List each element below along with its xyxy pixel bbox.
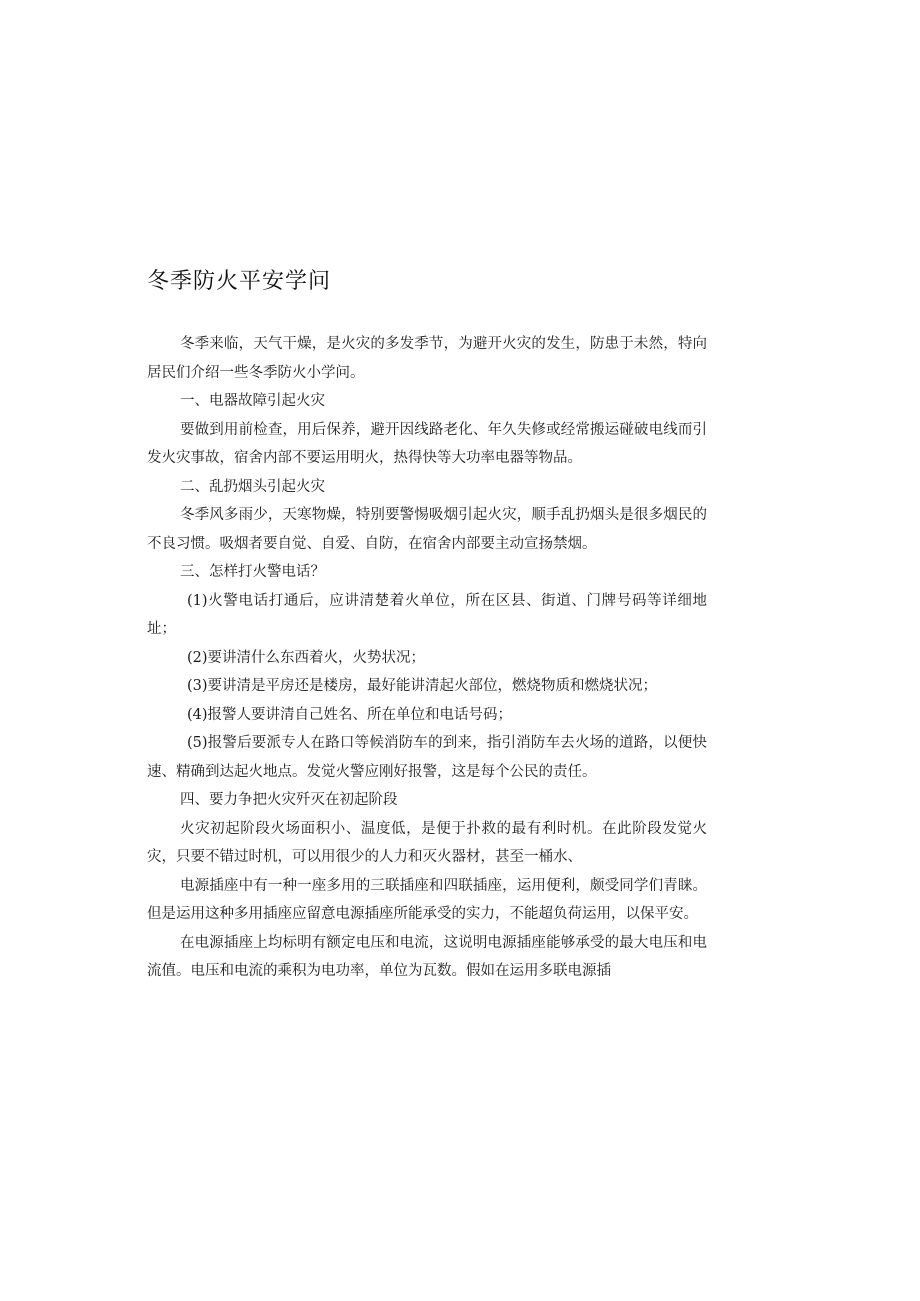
fire-call-step-5: (5)报警后要派专人在路口等候消防车的到来，指引消防车去火场的道路，以便快速、精确到达起火地点。发觉火警应刚好报警，这是每个公民的责任。	[147, 735, 707, 780]
section-heading-cigarette-butts: 二、乱扔烟头引起火灾	[180, 478, 325, 495]
section-heading-fire-call: 三、怎样打火警电话？	[180, 564, 325, 580]
fire-call-step-2: (2)要讲清什么东西着火，火势状况；	[187, 649, 426, 666]
intro-paragraph: 冬季来临，天气干燥，是火灾的多发季节，为避开火灾的发生，防患于未然，特向居民们介绍一些冬季防火小学问。	[147, 336, 707, 381]
section-heading-early-stage: 四、要力争把火灾歼灭在初起阶段	[180, 792, 398, 808]
document-title: 冬季防火平安学问	[147, 269, 332, 294]
paragraph-early-stage: 火灾初起阶段火场面积小、温度低，是便于扑救的最有利时机。在此阶段发觉火灾，只要不错过时机，可以用很少的人力和灭火器材，甚至一桶水、	[147, 820, 707, 865]
fire-call-step-3: (3)要讲清是平房还是楼房，最好能讲清起火部位，燃烧物质和燃烧状况；	[187, 678, 658, 694]
fire-call-step-1: (1)火警电话打通后，应讲清楚着火单位，所在区县、街道、门牌号码等详细地址；	[147, 592, 707, 637]
section-heading-electrical-fault: 一、电器故障引起火灾	[180, 393, 325, 409]
document-body	[147, 330, 707, 986]
paragraph-power-strips: 电源插座中有一种一座多用的三联插座和四联插座，运用便利，颇受同学们青睐。但是运用这种多用插座应留意电源插座所能承受的实力，不能超负荷运用，以保平安。	[147, 877, 707, 922]
paragraph-rated-voltage: 在电源插座上均标明有额定电压和电流，这说明电源插座能够承受的最大电压和电流值。电压和电流的乘积为电功率，单位为瓦数。假如在运用多联电源插	[147, 934, 707, 979]
paragraph-cigarette-butts: 冬季风多雨少，天寒物燥，特别要警惕吸烟引起火灾，顺手乱扔烟头是很多烟民的不良习惯。吸烟者要自觉、自爱、自防，在宿舍内部要主动宣扬禁烟。	[147, 507, 707, 552]
paragraph-electrical-fault: 要做到用前检查，用后保养，避开因线路老化、年久失修或经常搬运碰破电线而引发火灾事故，宿舍内部不要运用明火，热得快等大功率电器等物品。	[147, 421, 707, 466]
fire-call-step-4: (4)报警人要讲清自己姓名、所在单位和电话号码；	[187, 706, 513, 723]
